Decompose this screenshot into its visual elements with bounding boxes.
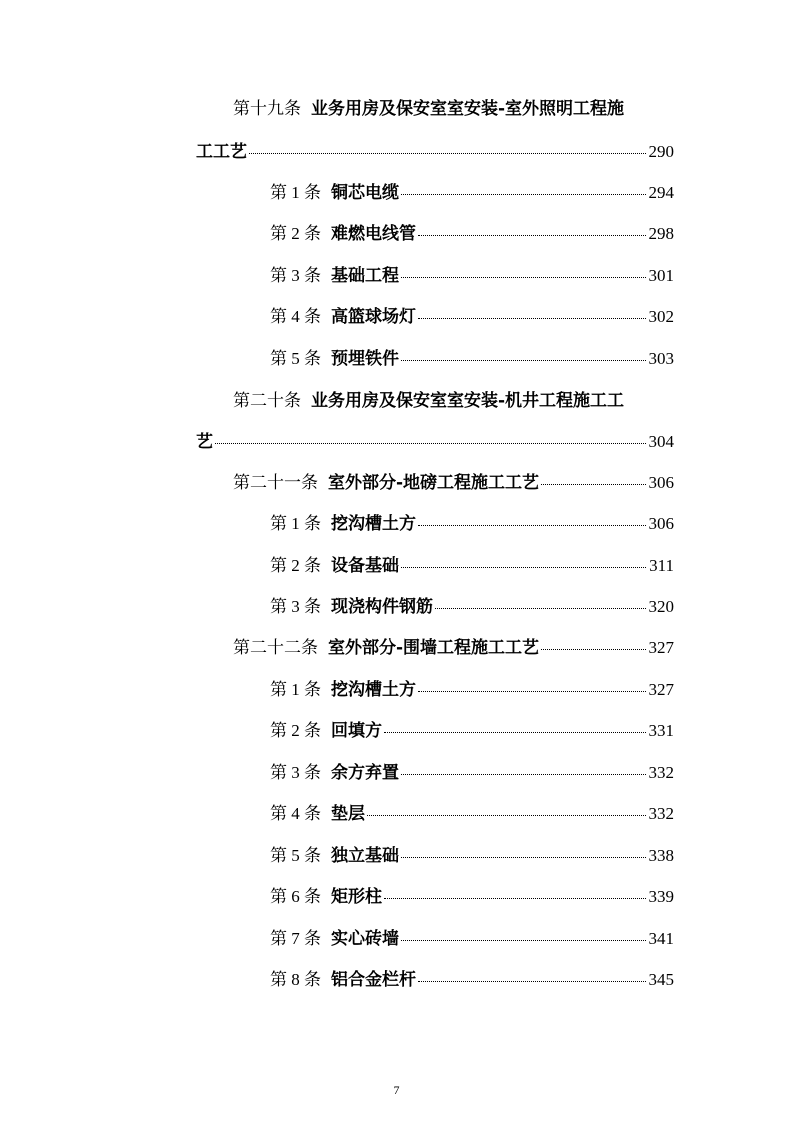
toc-article-title-cont: 工工艺 [196,142,247,162]
toc-item[interactable] [270,678,674,702]
toc-page-number: 331 [648,721,674,740]
toc-item[interactable] [270,222,674,246]
dot-leader [435,608,646,609]
toc-item[interactable] [270,927,674,951]
toc-page-number: 320 [648,597,674,616]
toc-article-label: 第二十一条 [233,473,318,492]
toc-article-label: 第十九条 [233,99,301,118]
dot-leader [418,981,646,982]
toc-item-label: 第 4 条 [270,804,321,823]
dot-leader [401,194,646,195]
toc-entry-article-20-line1[interactable] [233,389,624,413]
toc-entry-article-22[interactable] [233,636,674,660]
toc-item-title: 矩形柱 [331,887,382,907]
toc-item-label: 第 2 条 [270,721,321,740]
toc-item-label: 第 6 条 [270,887,321,906]
toc-page-number: 332 [648,763,674,782]
toc-item[interactable] [270,885,674,909]
dot-leader [401,774,646,775]
dot-leader [541,484,645,485]
toc-page-number: 290 [648,142,674,161]
toc-item-label: 第 3 条 [270,266,321,285]
dot-leader [401,360,646,361]
toc-item[interactable] [270,181,674,205]
toc-item-label: 第 7 条 [270,929,321,948]
toc-page-number: 311 [649,556,674,575]
toc-item-title: 设备基础 [331,556,399,576]
toc-item-label: 第 4 条 [270,307,321,326]
toc-item[interactable] [270,968,674,992]
toc-item[interactable] [270,595,674,619]
toc-article-label: 第二十条 [233,391,301,410]
toc-page-number: 327 [648,638,674,657]
dot-leader [418,235,646,236]
toc-item-label: 第 5 条 [270,349,321,368]
toc-item[interactable] [270,719,674,743]
toc-item[interactable] [270,844,674,868]
dot-leader [401,277,646,278]
dot-leader [418,525,646,526]
dot-leader [401,567,646,568]
toc-item-label: 第 3 条 [270,763,321,782]
toc-article-title: 业务用房及保安室室安装-机井工程施工工 [311,391,625,411]
toc-page-number: 304 [648,432,674,451]
toc-item-label: 第 2 条 [270,224,321,243]
toc-page-number: 294 [648,183,674,202]
toc-item-label: 第 1 条 [270,514,321,533]
toc-page-number: 303 [648,349,674,368]
toc-page-number: 327 [648,680,674,699]
toc-item-title: 铝合金栏杆 [331,970,416,990]
toc-page-number: 332 [648,804,674,823]
toc-entry-article-21[interactable] [233,471,674,495]
toc-page-number: 306 [648,514,674,533]
dot-leader [541,649,645,650]
dot-leader [367,815,646,816]
toc-item-title: 铜芯电缆 [331,183,399,203]
toc-item-label: 第 8 条 [270,970,321,989]
toc-article-label: 第二十二条 [233,638,318,657]
toc-item-title: 余方弃置 [331,763,399,783]
toc-item[interactable] [270,347,674,371]
toc-item-title: 基础工程 [331,266,399,286]
toc-item-title: 垫层 [331,804,365,824]
toc-item[interactable] [270,305,674,329]
toc-item-title: 独立基础 [331,846,399,866]
toc-item-title: 挖沟槽土方 [331,680,416,700]
toc-item-label: 第 3 条 [270,597,321,616]
page-number-footer: 7 [393,1083,400,1097]
toc-item-title: 挖沟槽土方 [331,514,416,534]
toc-item-title: 高篮球场灯 [331,307,416,327]
toc-entry-article-20-line2[interactable] [196,430,674,454]
dot-leader [384,732,646,733]
toc-item-title: 回填方 [331,721,382,741]
toc-item[interactable] [270,512,674,536]
toc-item-title: 难燃电线管 [331,224,416,244]
toc-article-title: 室外部分-地磅工程施工工艺 [328,473,540,493]
dot-leader [401,857,646,858]
dot-leader [418,318,646,319]
toc-item-label: 第 1 条 [270,183,321,202]
toc-page-number: 298 [648,224,674,243]
toc-article-title: 业务用房及保安室室安装-室外照明工程施 [311,99,625,119]
toc-item-title: 现浇构件钢筋 [331,597,433,617]
toc-page-number: 306 [648,473,674,492]
toc-item[interactable] [270,264,674,288]
dot-leader [215,443,646,444]
toc-item-title: 预埋铁件 [331,349,399,369]
toc-entry-article-19-line2[interactable] [196,140,674,164]
toc-page-number: 302 [648,307,674,326]
toc-page-number: 338 [648,846,674,865]
toc-item[interactable] [270,761,674,785]
dot-leader [418,691,646,692]
toc-item-label: 第 2 条 [270,556,321,575]
toc-page-number: 345 [648,970,674,989]
toc-entry-article-19-line1[interactable] [233,97,624,121]
toc-item-label: 第 1 条 [270,680,321,699]
dot-leader [384,898,646,899]
toc-item-title: 实心砖墙 [331,929,399,949]
toc-item[interactable] [270,802,674,826]
dot-leader [401,940,646,941]
toc-page-number: 341 [648,929,674,948]
toc-article-title: 室外部分-围墙工程施工工艺 [328,638,540,658]
toc-item-label: 第 5 条 [270,846,321,865]
toc-page-number: 339 [648,887,674,906]
toc-page-number: 301 [648,266,674,285]
toc-item[interactable] [270,554,674,578]
dot-leader [249,153,646,154]
toc-article-title-cont: 艺 [196,432,213,452]
